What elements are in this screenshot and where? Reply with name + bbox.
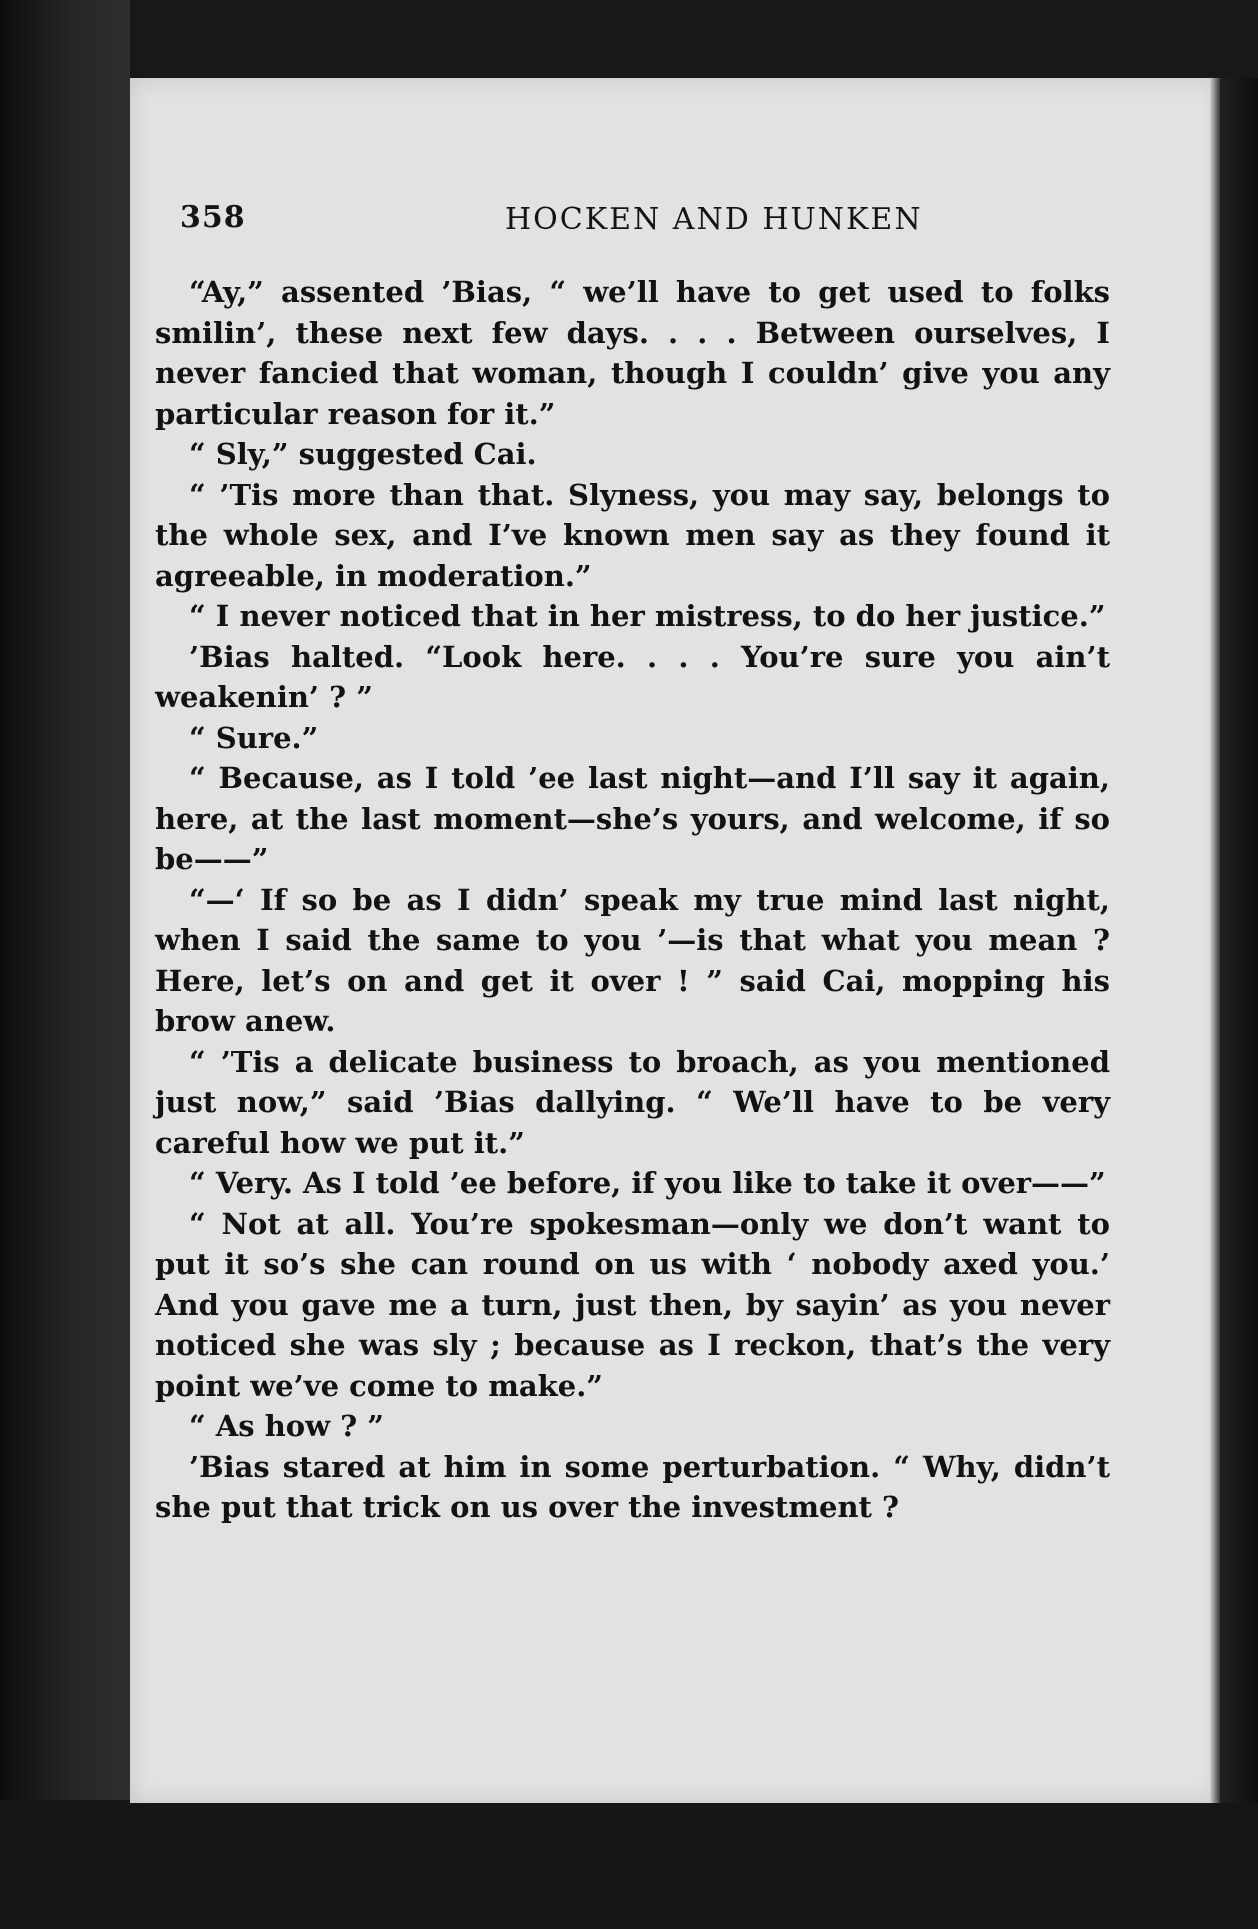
body-text: [155, 272, 1110, 1528]
paragraph: ’Bias stared at him in some perturbation. “ Why, didn’t she put that trick on us over the investment ?: [155, 1449, 1110, 1524]
paragraph: “ I never noticed that in her mistress, to do her justice.”: [189, 599, 1106, 633]
page-gutter-shadow: [1210, 78, 1220, 1803]
paragraph: “ Because, as I told ’ee last night—and I’ll say it again, here, at the last moment—she’s yours, and welcome, if so be——”: [155, 761, 1110, 876]
page-number: 358: [180, 200, 246, 235]
facing-page-edge: [1220, 78, 1258, 1803]
scan-bottom-margin: [0, 1800, 1258, 1929]
running-head: [180, 200, 960, 246]
book-spine-shadow: [0, 0, 130, 1929]
paragraph: “ As how ? ”: [189, 1409, 384, 1443]
paragraph: “ ’Tis more than that. Slyness, you may say, belongs to the whole sex, and I’ve known men say as they found it agreeable, in moderation.”: [155, 477, 1110, 593]
paragraph: “ Not at all. You’re spokesman—only we don’t want to put it so’s she can round on us with ‘ nobody axed you.’ And you gave me a turn, just then, by sayin’ as you never noticed she was sly ; because as I reckon, that’s the very point we’ve come to make.”: [155, 1206, 1110, 1403]
paragraph: “ ’Tis a delicate business to broach, as you mentioned just now,” said ’Bias dallying. “ We’ll have to be very careful how we put it.”: [155, 1044, 1110, 1160]
paragraph: ’Bias halted. “Look here. . . . You’re sure you ain’t weakenin’ ? ”: [155, 639, 1110, 714]
paragraph: “ Sure.”: [189, 720, 319, 755]
paragraph: “—‘ If so be as I didn’ speak my true mind last night, when I said the same to you ’—is that what you mean ? Here, let’s on and get it over ! ” said Cai, mopping his brow anew.: [155, 882, 1110, 1038]
paragraph: “ Very. As I told ’ee before, if you like to take it over——”: [189, 1166, 1106, 1200]
paragraph: “ Sly,” suggested Cai.: [189, 437, 537, 471]
paragraph: “Ay,” assented ’Bias, “ we’ll have to get used to folks smilin’, these next few days. . . . Between ourselves, I never fancied that woman, though I couldn’ give you any particular reason for it.”: [155, 275, 1110, 431]
book-title: HOCKEN AND HUNKEN: [505, 202, 923, 237]
